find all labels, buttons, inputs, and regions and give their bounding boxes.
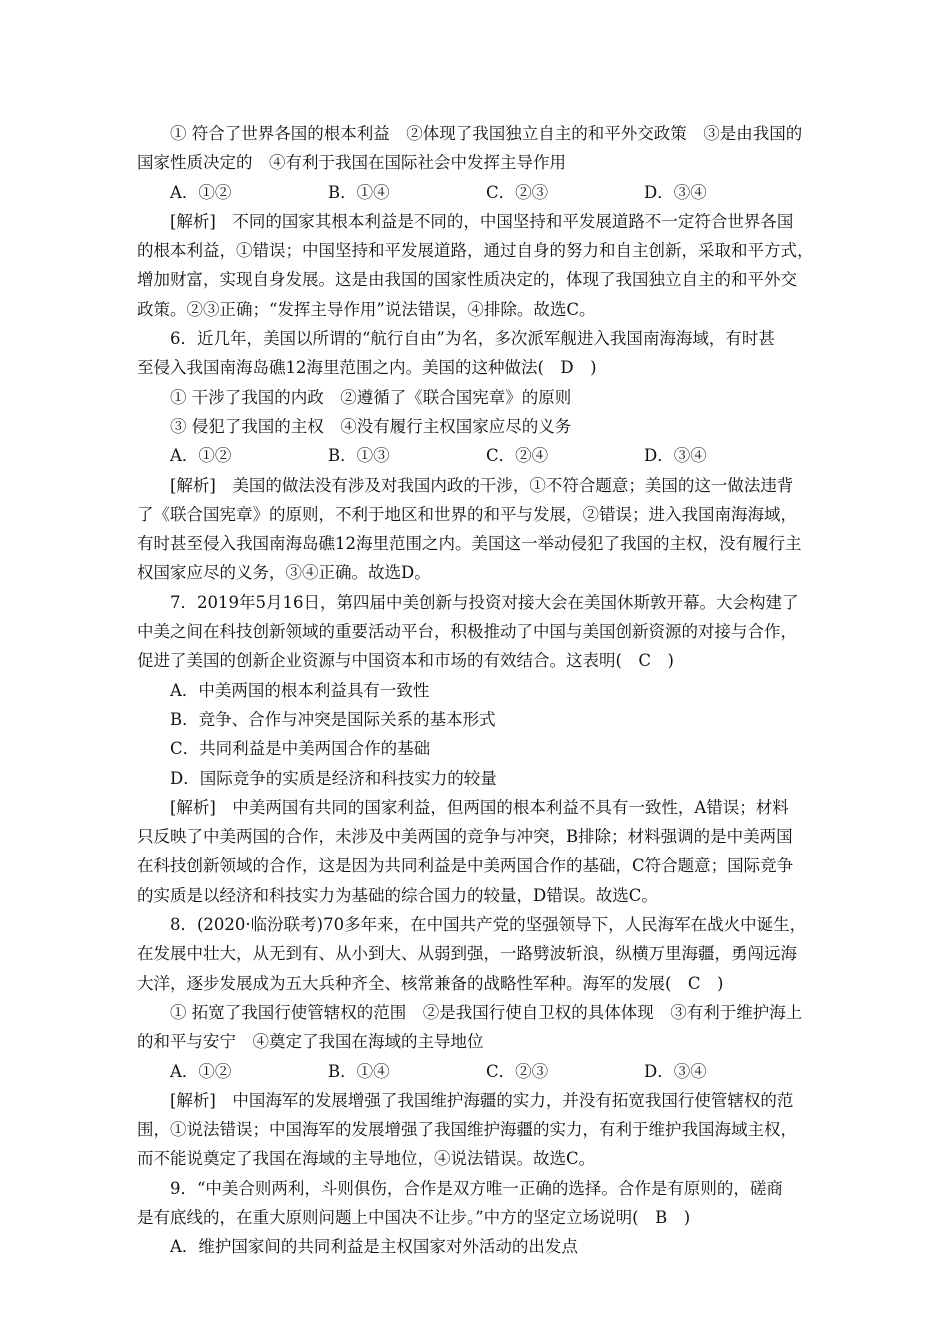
option-item: B．①③ bbox=[328, 446, 390, 466]
text-line: A．中美两国的根本利益具有一致性 bbox=[170, 680, 430, 700]
option-item: A．①② bbox=[170, 446, 232, 466]
option-item: A．①② bbox=[170, 182, 232, 202]
text-line: 的根本利益，①错误；中国坚持和平发展道路，通过自身的努力和自主创新，采取和平方式， bbox=[137, 241, 814, 261]
text-line: D．国际竞争的实质是经济和科技实力的较量 bbox=[170, 768, 497, 788]
text-line: 在科技创新领域的合作，这是因为共同利益是中美两国合作的基础，C符合题意；国际竞争 bbox=[137, 856, 794, 876]
text-line: 促进了美国的创新企业资源与中国资本和市场的有效结合。这表明( C ) bbox=[137, 651, 674, 671]
text-line: 增加财富，实现自身发展。这是由我国的国家性质决定的，体现了我国独立自主的和平外交 bbox=[137, 270, 797, 290]
text-line: 6．近几年，美国以所谓的“航行自由”为名，多次派军舰进入我国南海海域，有时甚 bbox=[170, 329, 775, 349]
text-line: 了《联合国宪章》的原则，不利于地区和世界的和平与发展，②错误；进入我国南海海域， bbox=[137, 504, 797, 524]
text-line: [解析] 美国的做法没有涉及对我国内政的干涉，①不符合题意；美国的这一做法违背 bbox=[170, 475, 794, 495]
text-line: 政策。②③正确；“发挥主导作用”说法错误，④排除。故选C。 bbox=[137, 299, 596, 319]
options-row bbox=[137, 1057, 827, 1086]
text-line: A．维护国家间的共同利益是主权国家对外活动的出发点 bbox=[170, 1237, 578, 1257]
text-line: B．竞争、合作与冲突是国际关系的基本形式 bbox=[170, 709, 496, 729]
text-line: 的和平与安宁 ④奠定了我国在海域的主导地位 bbox=[137, 1032, 484, 1052]
text-line: 在发展中壮大，从无到有、从小到大、从弱到强，一路劈波斩浪，纵横万里海疆，勇闯远海 bbox=[137, 944, 797, 964]
text-line: 的实质是以经济和科技实力为基础的综合国力的较量，D错误。故选C。 bbox=[137, 885, 658, 905]
option-item: D．③④ bbox=[644, 446, 707, 466]
text-line: 而不能说奠定了我国在海域的主导地位，④说法错误。故选C。 bbox=[137, 1149, 596, 1169]
option-item: D．③④ bbox=[644, 182, 707, 202]
text-line: [解析] 中国海军的发展增强了我国维护海疆的实力，并没有拓宽我国行使管辖权的范 bbox=[170, 1090, 794, 1110]
options-row bbox=[137, 441, 827, 470]
text-line: 只反映了中美两国的合作，未涉及中美两国的竞争与冲突，B排除；材料强调的是中美两国 bbox=[137, 827, 793, 847]
text-line: 7．2019年5月16日，第四届中美创新与投资对接大会在美国休斯敦开幕。大会构建了 bbox=[170, 592, 799, 612]
text-line: 国家性质决定的 ④有利于我国在国际社会中发挥主导作用 bbox=[137, 153, 566, 173]
text-line: 是有底线的，在重大原则问题上中国决不让步。”中方的坚定立场说明( B ) bbox=[137, 1207, 691, 1227]
text-line: 至侵入我国南海岛礁12海里范围之内。美国的这种做法( D ) bbox=[137, 358, 597, 378]
document-body bbox=[137, 119, 827, 1262]
text-line: ① 拓宽了我国行使管辖权的范围 ②是我国行使自卫权的具体体现 ③有利于维护海上 bbox=[170, 1002, 803, 1022]
option-item: B．①④ bbox=[328, 182, 390, 202]
text-line: 大洋，逐步发展成为五大兵种齐全、核常兼备的战略性军种。海军的发展( C ) bbox=[137, 973, 724, 993]
option-item: C．②③ bbox=[486, 1061, 549, 1081]
text-line: C．共同利益是中美两国合作的基础 bbox=[170, 739, 431, 759]
option-item: D．③④ bbox=[644, 1061, 707, 1081]
text-line: 8．(2020·临汾联考)70多年来，在中国共产党的坚强领导下，人民海军在战火中诞生， bbox=[170, 915, 807, 935]
text-line: ① 干涉了我国的内政 ②遵循了《联合国宪章》的原则 bbox=[170, 387, 572, 407]
text-line: ③ 侵犯了我国的主权 ④没有履行主权国家应尽的义务 bbox=[170, 416, 572, 436]
option-item: A．①② bbox=[170, 1061, 232, 1081]
text-line: 有时甚至侵入我国南海岛礁12海里范围之内。美国这一举动侵犯了我国的主权，没有履行主 bbox=[137, 534, 802, 554]
text-line: 权国家应尽的义务，③④正确。故选D。 bbox=[137, 563, 431, 583]
option-item: C．②④ bbox=[486, 446, 549, 466]
text-line: ① 符合了世界各国的根本利益 ②体现了我国独立自主的和平外交政策 ③是由我国的 bbox=[170, 124, 803, 143]
text-line: [解析] 不同的国家其根本利益是不同的，中国坚持和平发展道路不一定符合世界各国 bbox=[170, 211, 794, 231]
text-line: [解析] 中美两国有共同的国家利益，但两国的根本利益不具有一致性，A错误；材料 bbox=[170, 797, 789, 817]
text-line: 围，①说法错误；中国海军的发展增强了我国维护海疆的实力，有利于维护我国海域主权， bbox=[137, 1120, 797, 1140]
option-item: C．②③ bbox=[486, 182, 549, 202]
text-line: 中美之间在科技创新领域的重要活动平台，积极推动了中国与美国创新资源的对接与合作， bbox=[137, 622, 797, 642]
options-row bbox=[137, 178, 827, 207]
text-line: 9．“中美合则两利，斗则俱伤，合作是双方唯一正确的选择。合作是有原则的，磋商 bbox=[170, 1178, 783, 1198]
option-item: B．①④ bbox=[328, 1061, 390, 1081]
